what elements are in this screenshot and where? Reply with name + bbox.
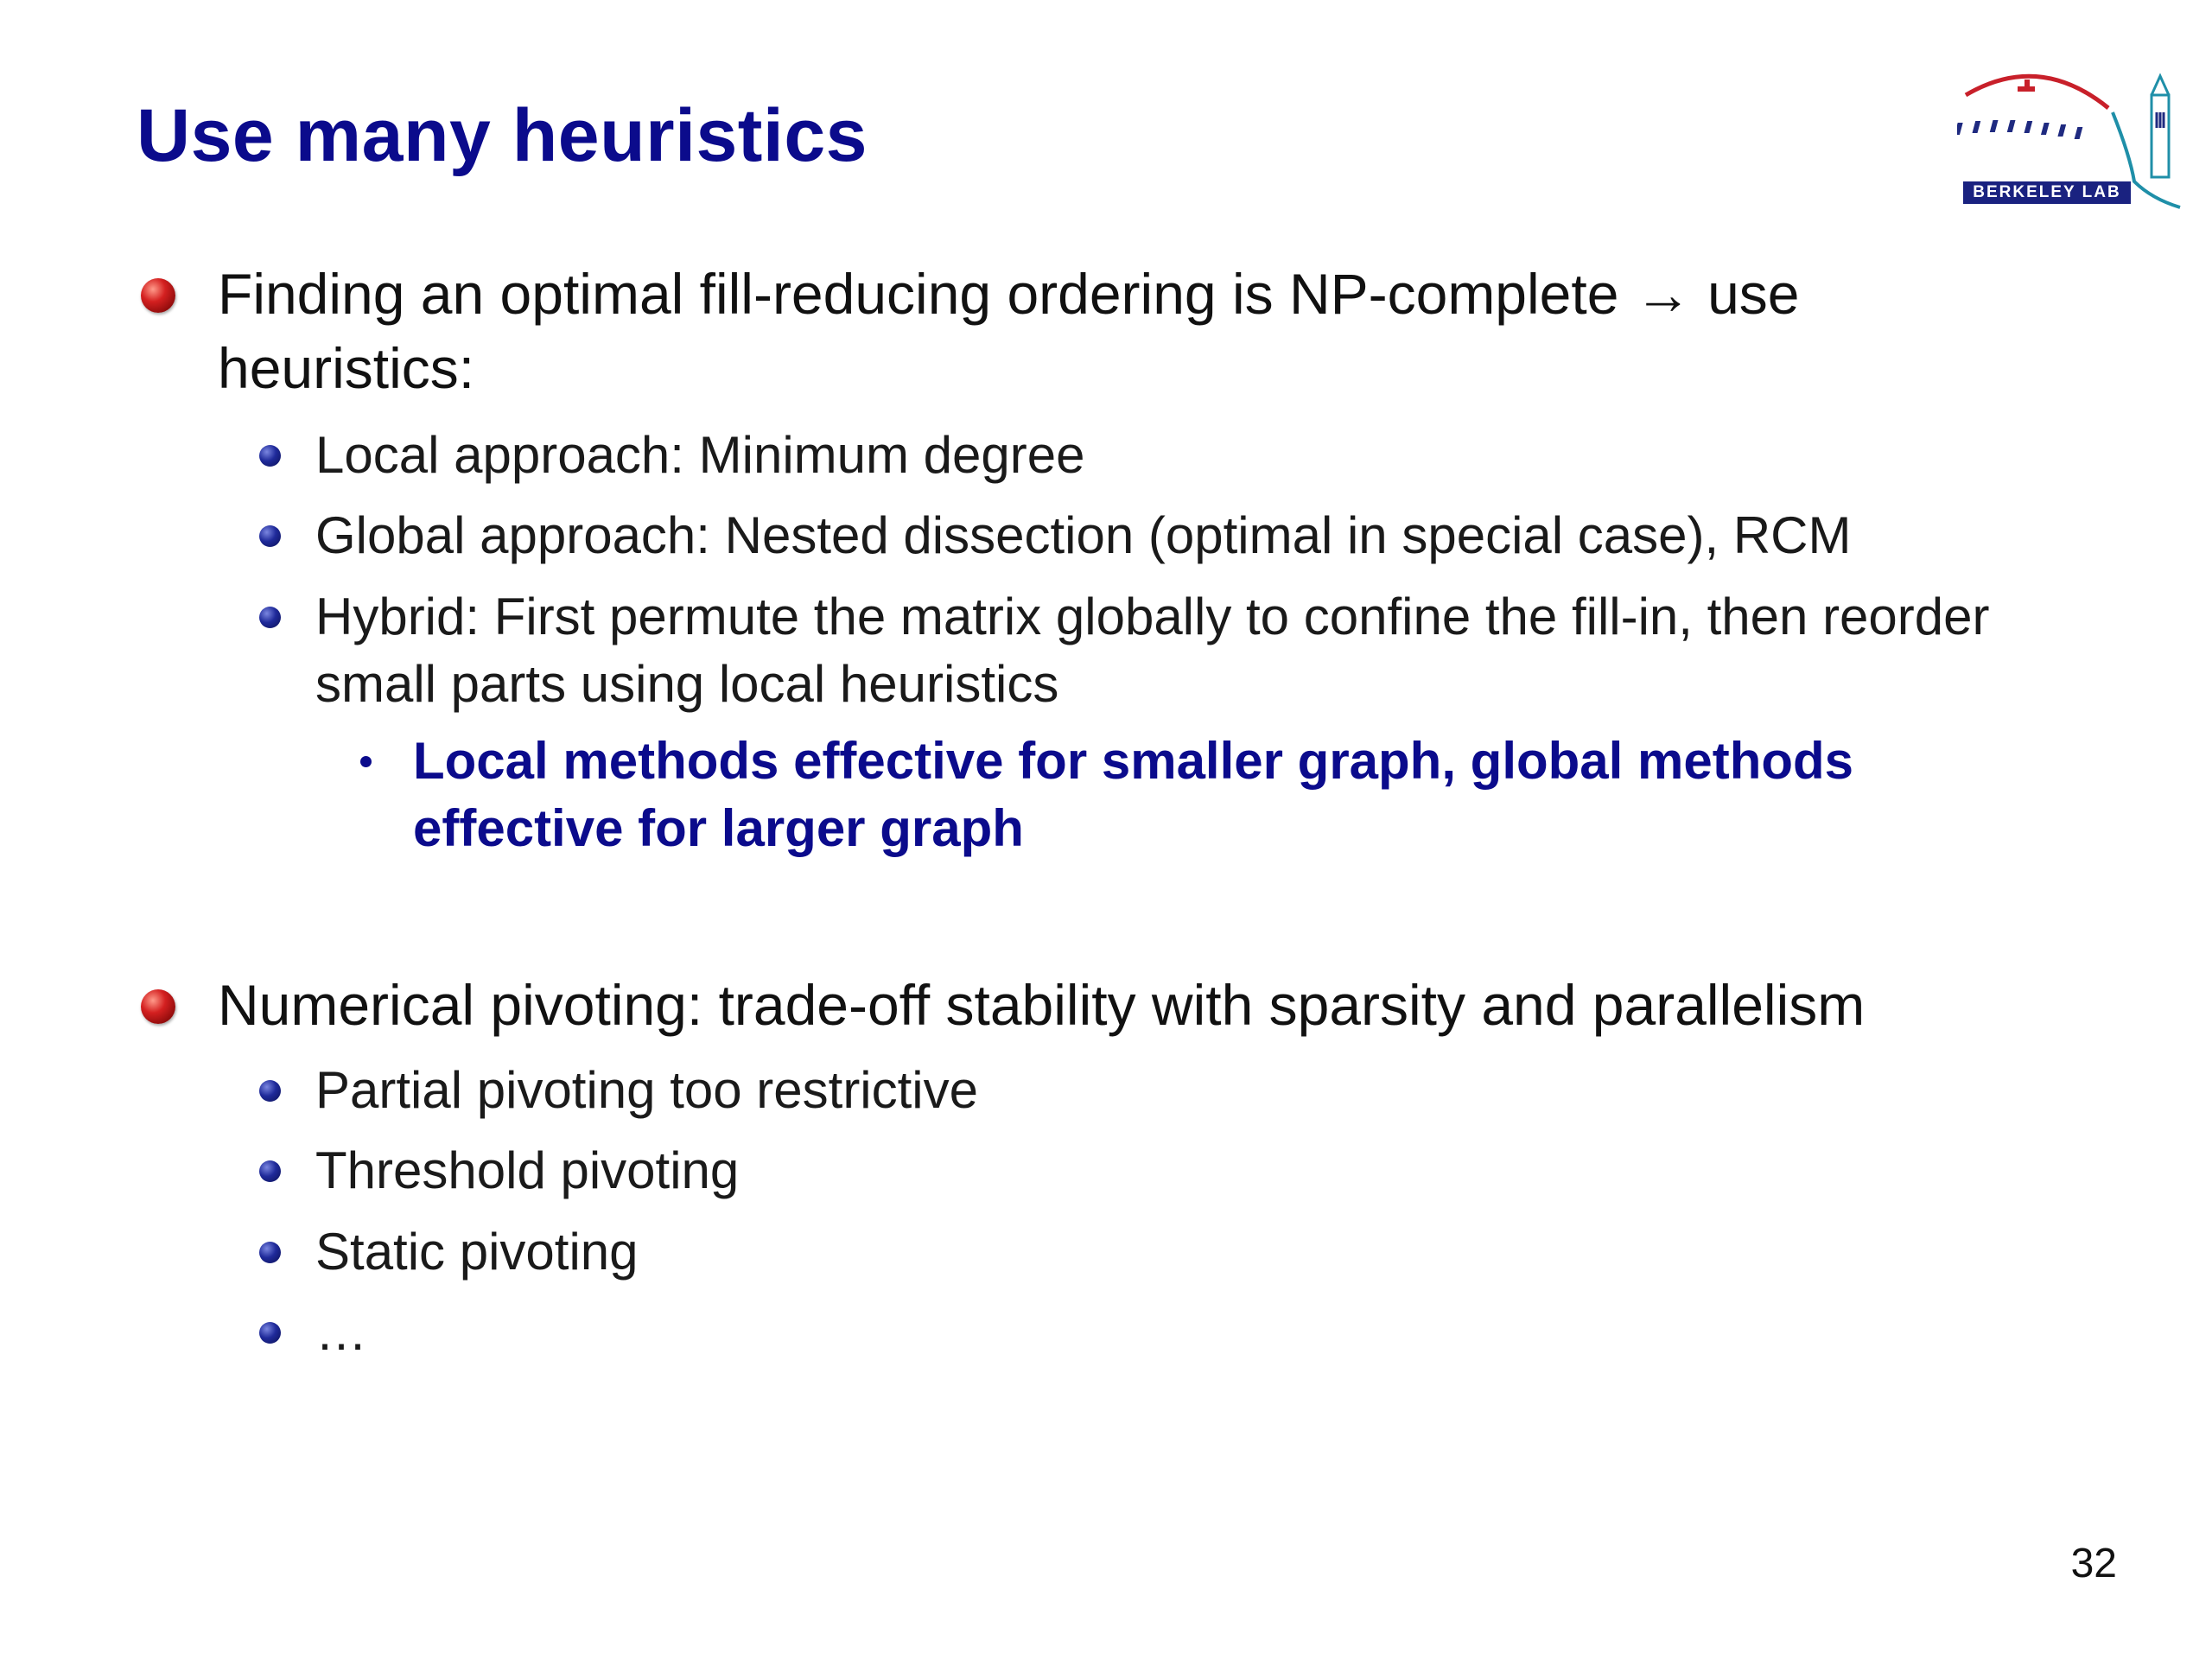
sub-bullet-text: Static pivoting: [315, 1223, 639, 1281]
sub-bullet-text: Global approach: Nested dissection (optimal in special case), RCM: [315, 506, 1852, 564]
emphasis-note: Local methods effective for smaller graph, global methods effective for larger graph: [413, 732, 1854, 857]
sub-bullet-icon: [259, 607, 281, 628]
sub-bullet-icon: [259, 1242, 281, 1263]
page-number: 32: [2070, 1541, 2117, 1586]
sub-bullet-icon: [259, 1160, 281, 1182]
sub-bullet-text: …: [315, 1303, 367, 1361]
sub-bullet-text: Hybrid: First permute the matrix globally to confine the fill-in, then reorder small parts using local heuristics: [315, 588, 1990, 713]
emphasis-bullet-icon: [360, 756, 372, 767]
sub-bullet-icon: [259, 445, 281, 467]
bullet-text: Finding an optimal fill-reducing ordering is NP-complete → use heuristics:: [218, 262, 1800, 400]
sub-bullet-icon: [259, 525, 281, 547]
sub-bullet-text: Partial pivoting too restrictive: [315, 1061, 978, 1119]
bullet-icon: [141, 278, 175, 313]
sub-bullet-icon: [259, 1080, 281, 1102]
bullet-text: Numerical pivoting: trade-off stability with sparsity and parallelism: [218, 973, 1866, 1037]
sub-bullet-icon: [259, 1322, 281, 1344]
sub-bullet-text: Local approach: Minimum degree: [315, 426, 1085, 484]
sub-bullet-text: Threshold pivoting: [315, 1141, 740, 1199]
logo-label: BERKELEY LAB: [1963, 181, 2131, 204]
slide-title: Use many heuristics: [137, 94, 868, 177]
bullet-icon: [141, 989, 175, 1024]
